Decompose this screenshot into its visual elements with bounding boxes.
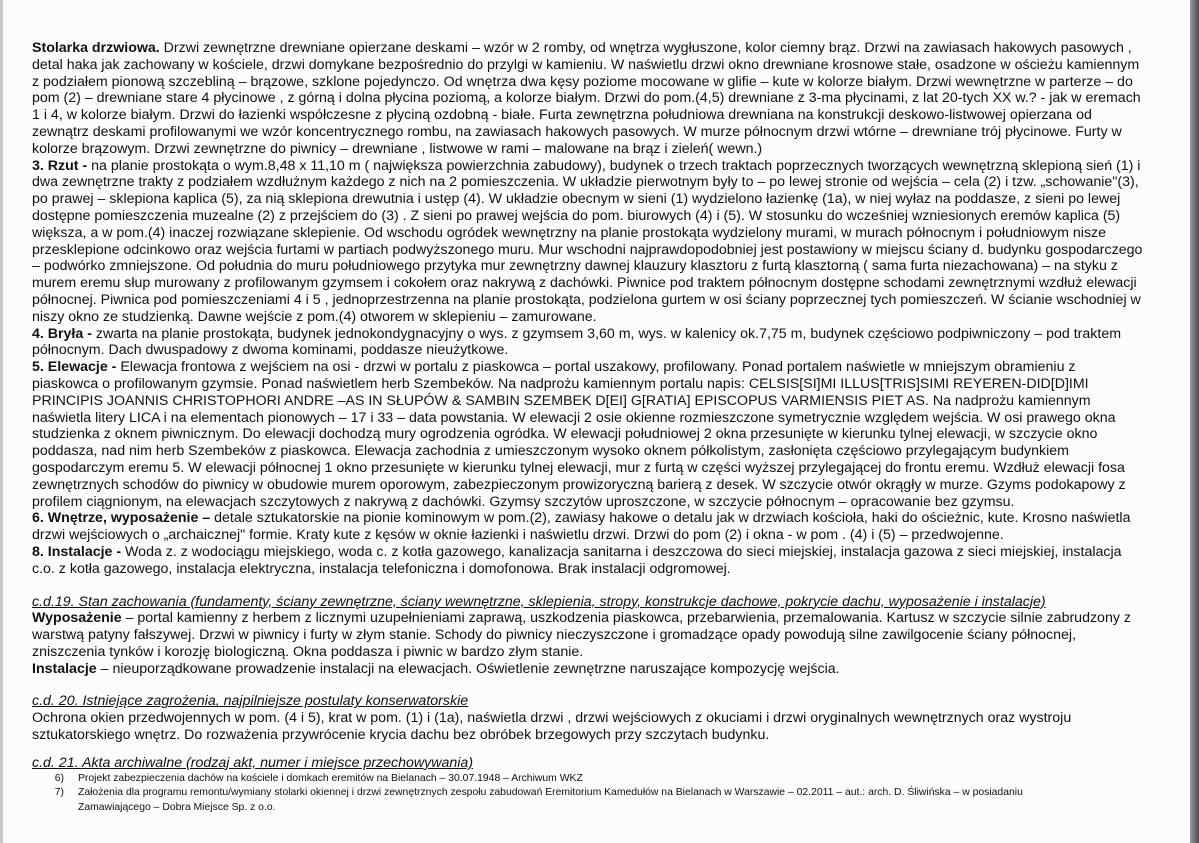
spacer [32, 744, 1182, 755]
section-20-heading: c.d. 20. Istniejące zagrożenia, najpilniejsze postulaty konserwatorskie [32, 693, 469, 710]
section-21 [32, 755, 1182, 816]
line-text: Drzwi zewnętrzne drewniane opierzane deskami – wzór w 2 romby, od wnętrza wygłuszone, kolor ciemny brąz. Drzwi na zawiasach hakowych pasowych , [159, 40, 1132, 56]
line-text: poddasza, nad nim herb Szembeków z piaskowca. Elewacja zachodnia z umieszczonym wysoko oknem półkolistym, zasłonięta częściowo przylegającym budynkiem [32, 443, 1069, 460]
paragraph [32, 359, 1182, 510]
archive-item-text: Projekt zabezpieczenia dachów na kościele i domkach eremitów na Bielanach – 30.07.1948 – Archiwum WKZ [78, 772, 583, 784]
paragraph-lead: 3. Rzut - [32, 157, 88, 174]
text-line [32, 258, 1182, 275]
text-line [32, 309, 1182, 326]
text-line [32, 326, 1182, 343]
line-text: Woda z. z wodociągu miejskiego, woda c. z kotła gazowego, kanalizacja sanitarna i deszczowa do sieci miejskiej, instalacja gazowa z sieci miejskiej, instalacja [121, 543, 1122, 560]
text-line [32, 393, 1182, 410]
text-line [32, 510, 1182, 527]
line-text: większa, a w pom.(4) inaczej rozwiązane sklepienie. Od wschodu ogródek wewnętrzny na planie prostokąta wydzielony murami, w murach północnym i południowym nisze [32, 224, 1107, 241]
paragraph-lead: 6. Wnętrze, wyposażenie – [32, 510, 211, 527]
text-line [32, 191, 1182, 208]
paragraph-lead: 5. Elewacje - [32, 359, 117, 376]
line-text: niszy okno ze studzienką. Dawne wejście z pom.(4) otworem w sklepieniu – zamurowane. [32, 308, 597, 325]
text-line [32, 225, 1182, 242]
line-text: PRINCIPIS JOANNIS CHRISTOPHORI ANDRE –AS IN SŁUPÓW & SAMBIN SZEMBEK D[EI] G[RATIA] EPISCOPUS VARMIENSIS PIET AS. Na nadprożu kamiennym [32, 392, 1091, 409]
line-text: – nieuporządkowane prowadzenie instalacji na elewacjach. Oświetlenie zewnętrzne naruszające kompozycję wejścia. [96, 660, 840, 677]
section-20-line: sztukatorskiego wnętrz. Do rozważenia przywrócenie krycia dachu bez obróbek brzegowych przy szczytach budynku. [32, 727, 770, 744]
line-text: detal haka jak zachowany w kościele, drzwi domykane bezpośrednio do przylgi w kamieniu. W naświetlu drzwi okno drewniane krosnowe stałe, osadzone w ościeżu kamiennym [32, 56, 1140, 73]
line-text: północnej. Piwnica pod pomieszczeniami 4 i 5 , jednoprzestrzenna na planie prostokąta, podzielona gurtem w osi ściany poprzecznej tych pomieszczeń. W ścianie wschodniej w [32, 291, 1141, 308]
text-line [32, 208, 1182, 225]
text-line [32, 627, 1182, 644]
text-line [32, 158, 1182, 175]
line-text: – portal kamienny z herbem z licznymi uzupełnieniami zaprawą, uszkodzenia piaskowca, przebarwienia, przemalowania. Kartusz w szczycie silnie zabrudzony z [121, 610, 1131, 627]
line-text: murem eremu słup murowany z profilowanym gzymsem i cokołem oraz nakrywą z dachówki. Piwnice pod traktem północnym dostępne schodami zewnętrznymi wzdłuż elewacji [32, 275, 1137, 292]
paragraph [32, 661, 1182, 678]
text-line [32, 443, 1182, 460]
text-line [32, 544, 1182, 561]
line-text: c.o. z kotła gazowego, instalacja elektryczna, instalacja telefoniczna i domofonowa. Brak instalacji odgromowej. [32, 560, 731, 577]
text-line [32, 426, 1182, 443]
line-text: zwarta na planie prostokąta, budynek jednokondygnacyjny o wys. z gzymsem 3,60 m, wys. w kalenicy ok.7,75 m, budynek częściowo podpiwniczony – pod traktem [91, 325, 1122, 342]
archive-item-text: Założenia dla programu remontu/wymiany stolarki okiennej i drzwi zewnętrznych zespołu zabudowań Eremitorium Kamedułów na Bielanach w Warszawie – 02.2011 – aut.: arch. D. Śliwińska – w posiadaniu [78, 787, 1023, 799]
paragraph [32, 610, 1182, 660]
text-line [32, 174, 1182, 191]
section-19-body [32, 610, 1182, 677]
paragraph [32, 40, 1182, 158]
paragraph-lead: Instalacje [32, 660, 97, 677]
line-text: profilem ciągnionym, na elewacjach szczytowych z nakrywą z dachówki. Gzymsy szczytów uproszczone, w szczycie północnym – opracowanie bez gzymsu. [32, 493, 1015, 510]
paragraph [32, 158, 1182, 326]
section-20-line: Ochrona okien przedwojennych w pom. (4 i 5), krat w pom. (1) i (1a), naświetla drzwi , drzwi wejściowych z okuciami i drzwi oryginalnych wewnętrznych oraz wystroju [32, 710, 1072, 727]
archive-list [32, 772, 1182, 816]
text-line [32, 141, 1182, 158]
archive-item-number [42, 801, 78, 816]
line-text: zewnętrznych schodów do piwnicy w obudowie murem oporowym, zabezpieczonym prowizoryczną barierą z desek. W szczycie otwór okrągły w murze. Gzyms podokapowy z [32, 476, 1126, 493]
paragraph [32, 544, 1182, 578]
archive-item [32, 801, 1182, 816]
text-line [32, 644, 1182, 661]
line-text: dostępne pomieszczenia muzealne (2) z przejściem do (3) . Z sieni po prawej wejścia do pom. biurowych (4) i (5). W stosunku do wcześniej wzniesionych eremów kaplica (5) [32, 207, 1121, 224]
section-19 [32, 594, 1182, 678]
text-line [32, 242, 1182, 259]
text-line [32, 494, 1182, 511]
line-text: zniszczenia tynków i korozję biologiczną. Okna poddasza i piwnic w bardzo złym stanie. [32, 643, 584, 660]
line-text: – podwórko zmniejszone. Od południa do muru południowego przytyka mur zewnętrzny dawnej klauzury klasztoru z furtą klasztorną ( sama furta niezachowana) – na styku z [32, 258, 1118, 275]
text-line [32, 561, 1182, 578]
archive-item [32, 772, 1182, 787]
text-line [32, 107, 1182, 124]
line-text: północnym. Dach dwuspadowy z dwoma kominami, poddasze nieużytkowe. [32, 342, 509, 359]
text-line [32, 40, 1182, 57]
archive-item-text: Zamawiającego – Dobra Miejsce Sp. z o.o. [78, 801, 276, 813]
text-line [32, 410, 1182, 427]
paragraph-lead: Stolarka drzwiowa. [32, 40, 160, 56]
main-description [32, 40, 1182, 578]
text-line [32, 292, 1182, 309]
text-line [32, 610, 1182, 627]
line-text: pom (2) – drewniane stare 4 płycinowe , z górną i dolna płycina poziomą, a kolorze białym. Drzwi do pom.(4,5) drewniane z 3-ma płycinami, z lat 20-tych XX w.? - jak w eremach [32, 90, 1141, 107]
line-text: Elewacja frontowa z wejściem na osi - drzwi w portalu z piaskowca – portal uszakowy, profilowany. Ponad portalem naświetle w mniejszym obramieniu z [116, 359, 1076, 376]
line-text: po prawej – sklepiona kaplica (5), za nią sklepiona drewutnia i ustęp (4). W układzie obecnym w sieni (1) wydzielono łazienkę (1a), w niej wyłaz na poddasze, z sieni po lewej [32, 191, 1121, 208]
text-line [32, 57, 1182, 74]
archive-item-number: 7) [54, 787, 64, 799]
text-line [32, 376, 1182, 393]
scan-edge-left [0, 0, 3, 843]
line-text: studzienka z oknem piwnicznym. Do elewacji dochodzą mury ogrodzenia ogródka. W elewacji południowej 2 okna przesunięte w kierunku tylnej elewacji, w szczycie okno [32, 426, 1098, 443]
line-text: przesklepione odcinkowo oraz wejścia furtami w partiach podwyższonego muru. Mur wschodni najprawdopodobniej jest postawiony w miejscu ściany d. budynku gospodarczego [32, 241, 1143, 258]
text-line [32, 74, 1182, 91]
text-line [32, 661, 1182, 678]
text-line [32, 477, 1182, 494]
spacer [32, 677, 1182, 693]
line-text: kolorze brązowym. Drzwi zewnętrzne do piwnicy – drewniane , listwowe w rami – malowane na brąz i zieleń( wewn.) [32, 140, 763, 157]
section-20 [32, 693, 1182, 743]
paragraph-lead: 8. Instalacje - [32, 543, 122, 560]
text-line [32, 460, 1182, 477]
line-text: zewnątrz deskami profilowanymi we wzór koncentrycznego rombu, na zawiasach hakowych pasowych. W murze północnym drzwi wtórne – drewniane trój płycinowe. Furty w [32, 123, 1122, 140]
text-line [32, 90, 1182, 107]
line-text: piaskowca o profilowanym gzymsie. Ponad naświetlem herb Szembeków. Na nadprożu kamiennym portalu napis: CELSIS[SI]MI ILLUS[TRIS]SIMI REYEREN-DID[D]IMI [32, 375, 1089, 392]
text-line [32, 359, 1182, 376]
section-19-heading: c.d.19. Stan zachowania (fundamenty, ściany zewnętrzne, ściany wewnętrzne, sklepienia, stropy, konstrukcje dachowe, pokrycie dachu, wyposażenie i instalacje) [32, 593, 1046, 610]
line-text: drzwi wejściowych o „archaicznej" formie. Kraty kute z kęsów w oknie łazienki i naświetlu drzwi. Drzwi do pom (2) i okna - w pom . (4) i (5) – przedwojenne. [32, 527, 1004, 544]
line-text: naświetla litery LICA i na elementach pionowych – 17 i 33 – data powstania. W elewacji 2 osie okienne rozmieszczone symetrycznie względem wejścia. W osi prawego okna [32, 409, 1116, 426]
paragraph-lead: Wyposażenie [32, 610, 122, 627]
text-line [32, 275, 1182, 292]
paragraph [32, 510, 1182, 544]
paragraph [32, 326, 1182, 360]
section-21-heading: c.d. 21. Akta archiwalne (rodzaj akt, numer i miejsce przechowywania) [32, 754, 474, 771]
paragraph-lead: 4. Bryła - [32, 325, 92, 342]
document-page [32, 40, 1182, 815]
line-text: detale sztukatorskie na pionie kominowym w pom.(2), zawiasy hakowe o detalu jak w drzwiach kościoła, haki do ościeżnic, kute. Krosno naświetla [210, 510, 1131, 527]
archive-item [32, 786, 1182, 801]
archive-item-number: 6) [54, 772, 64, 784]
scan-edge-right [1190, 0, 1199, 843]
line-text: warstwą patyny fałszywej. Drzwi w piwnicy i furty w złym stanie. Schody do piwnicy nieczyszczone i gromadzące opady powodują silne zawilgocenie ściany północnej, [32, 627, 1077, 644]
line-text: z podziałem pionową szczebliną – brązowe, szklone pojedynczo. Od wnętrza dwa kęsy poziome mocowane w glifie – kute w kolorze białym. Drzwi wewnętrzne w parterze – do [32, 73, 1133, 90]
line-text: 1 i 4, w kolorze białym. Drzwi do łazienki współczesne z płyciną ozdobną - białe. Furta zewnętrzna południowa drewniana na konstrukcji deskowo-listwowej opierzana od [32, 107, 1092, 124]
line-text: na planie prostokąta o wym.8,48 x 11,10 m ( największa powierzchnia zabudowy), budynek o trzech traktach poprzecznych tworzących wewnętrzną sklepioną sień (1) i [87, 157, 1141, 174]
line-text: dwa zewnętrzne trakty z podziałem wzdłużnym każdego z nich na 2 pomieszczenia. W układzie pierwotnym były to – po lewej stronie od wejścia – cela (2) i tzw. „schowanie"(3), [32, 174, 1139, 191]
text-line [32, 342, 1182, 359]
line-text: gospodarczym eremu 5. W elewacji północnej 1 okno przesunięte w kierunku tylnej elewacji, mur z furtą w części wyższej przylegającej do frontu eremu. Wzdłuż elewacji fosa [32, 459, 1125, 476]
spacer [32, 578, 1182, 594]
text-line [32, 124, 1182, 141]
text-line [32, 527, 1182, 544]
